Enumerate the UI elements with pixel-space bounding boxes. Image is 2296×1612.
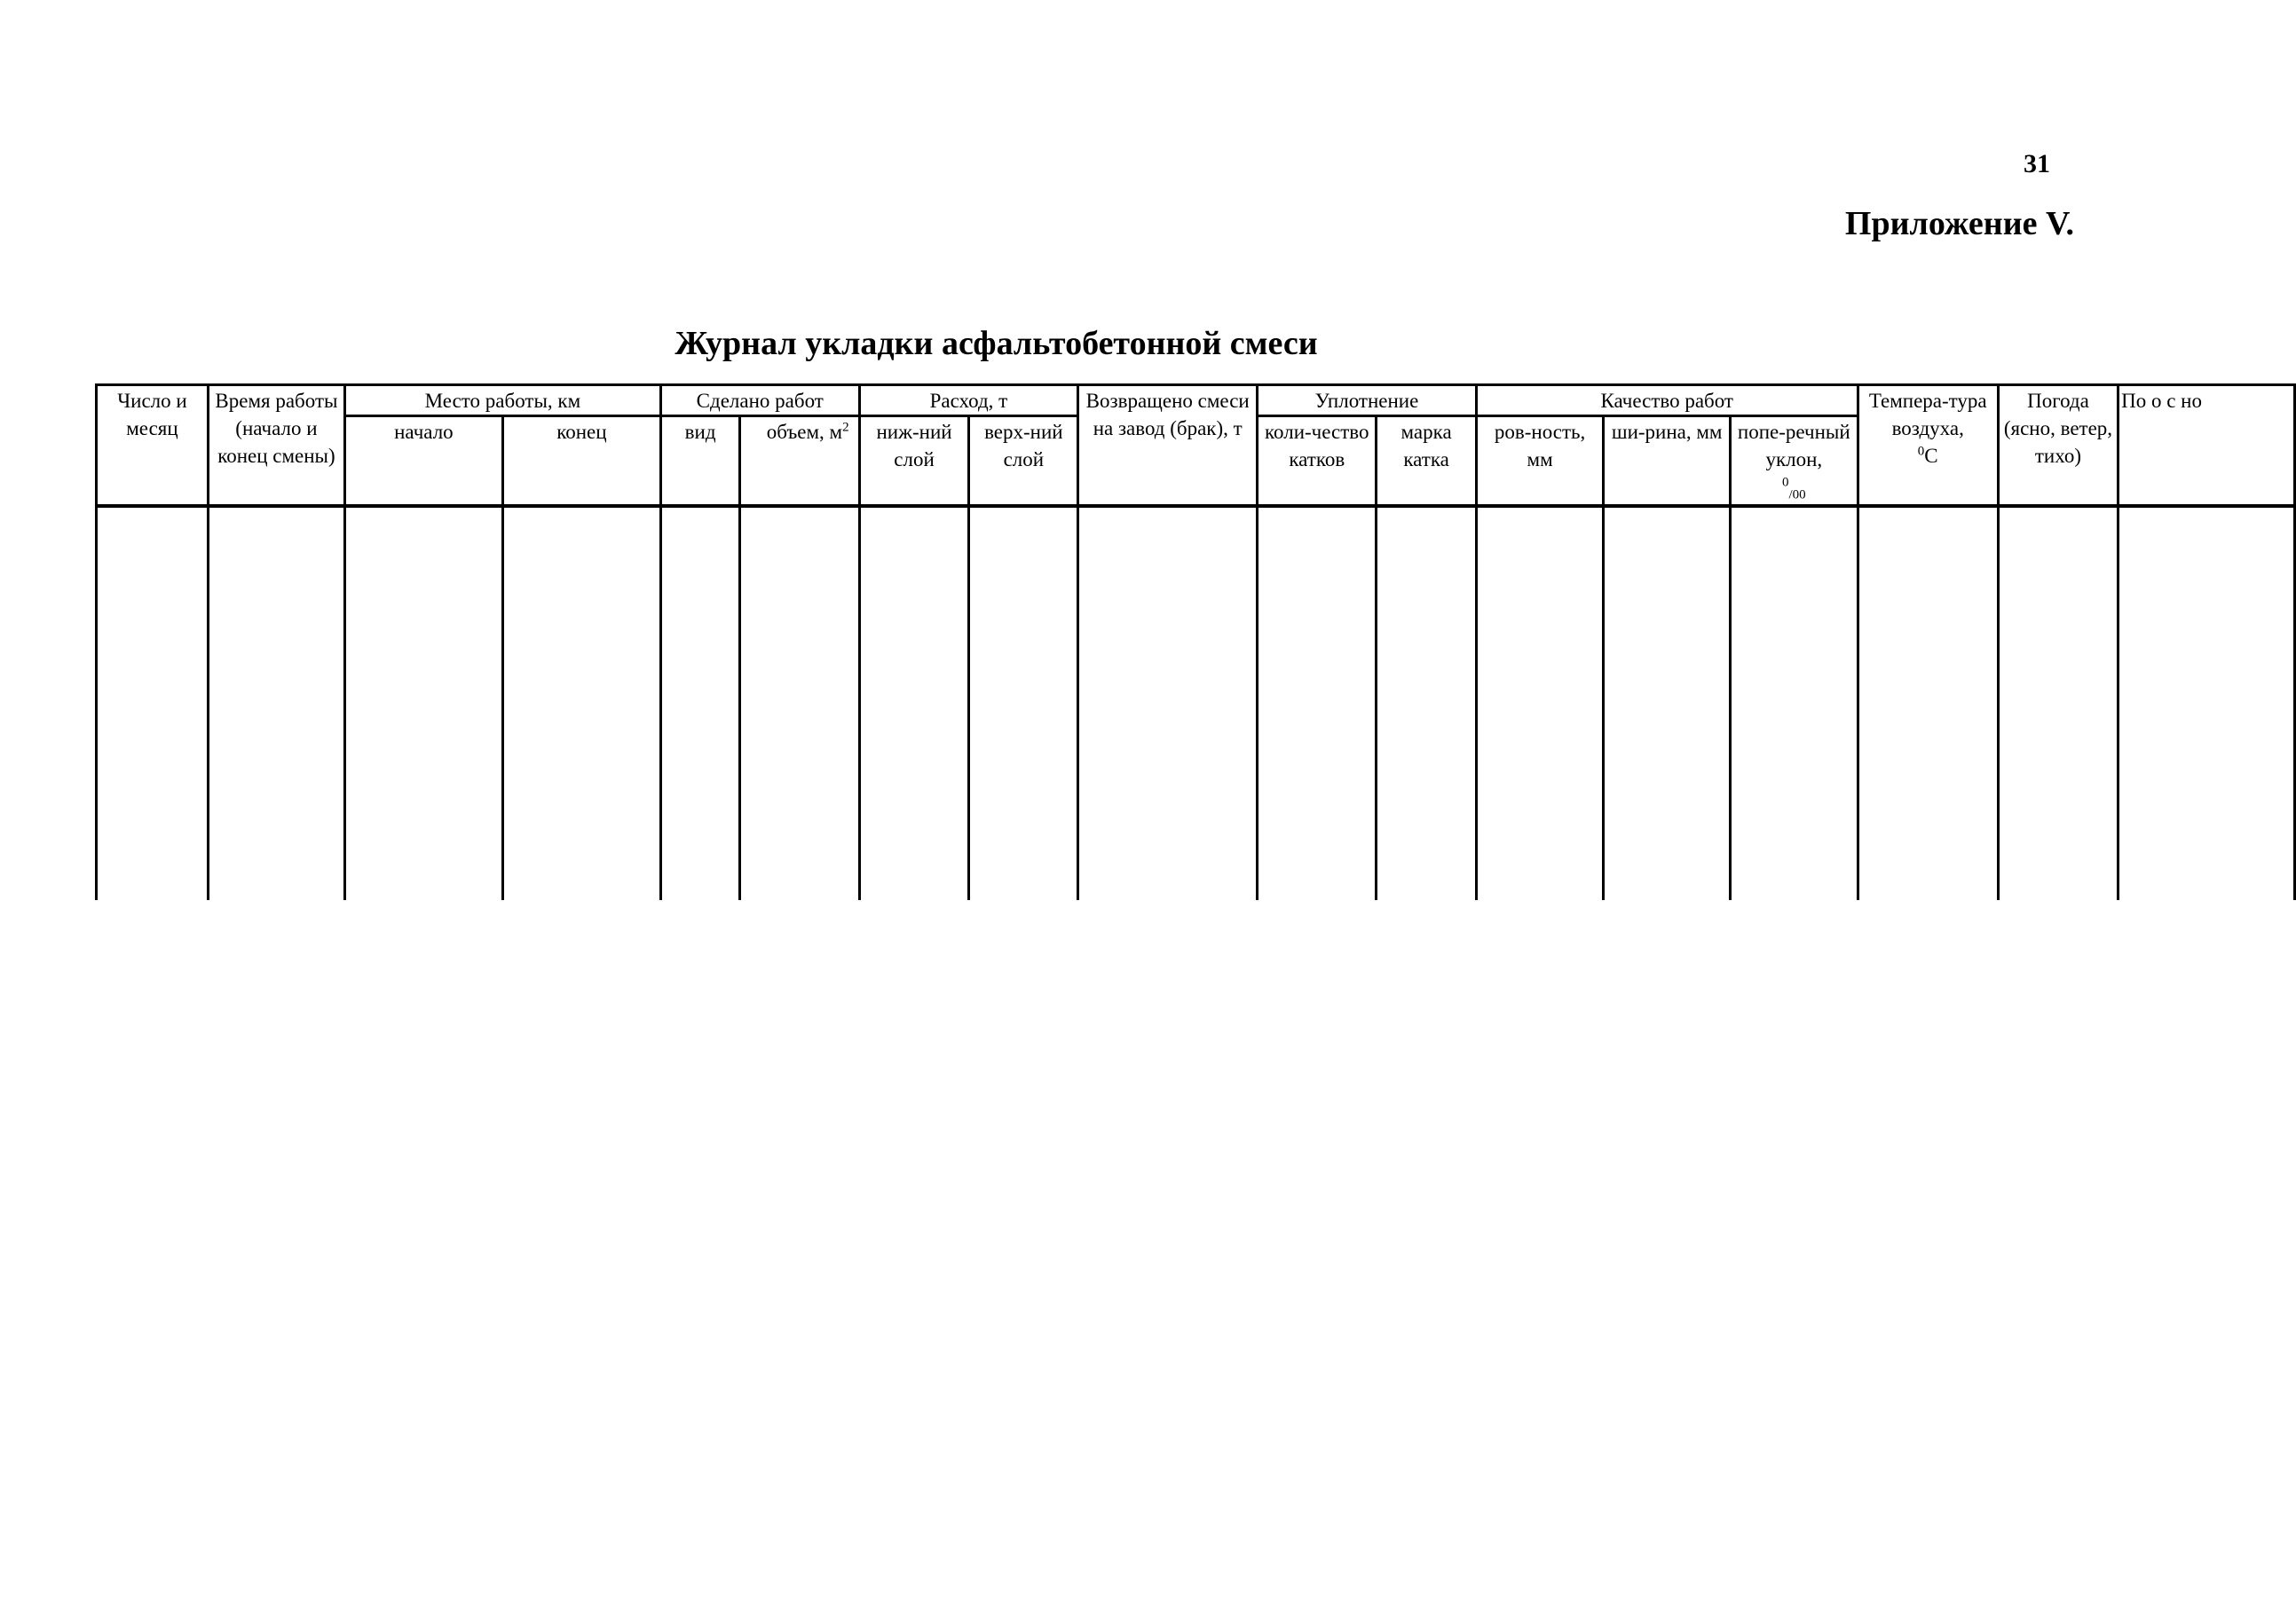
header-row-1 [97, 385, 2295, 416]
table-cell [502, 506, 660, 900]
table-cell [1476, 506, 1604, 900]
table-cell [208, 506, 344, 900]
table-cell [1998, 506, 2118, 900]
table-cell [97, 506, 209, 900]
table-cell [1377, 506, 1476, 900]
table-cell [1858, 506, 1998, 900]
table-cell [969, 506, 1078, 900]
header-compaction-brand: марка катка [1377, 416, 1476, 506]
volume-unit-sup: 2 [842, 420, 849, 435]
header-quality: Качество работ [1476, 385, 1858, 416]
header-compaction-count: коли-чество катков [1258, 416, 1377, 506]
temperature-unit-sup: 0 [1917, 444, 1925, 459]
header-quality-evenness: ров-ность, мм [1476, 416, 1604, 506]
header-returned: Возвращено смеси на завод (брак), т [1078, 385, 1258, 506]
header-usage-lower: ниж-ний слой [859, 416, 969, 506]
slope-unit-sub: /00 [1788, 487, 1806, 502]
table-cell [1730, 506, 1858, 900]
header-date: Число и месяц [97, 385, 209, 506]
header-done-type: вид [660, 416, 740, 506]
header-usage-upper: верх-ний слой [969, 416, 1078, 506]
table-cell [859, 506, 969, 900]
slope-label: попе-речный уклон, [1737, 421, 1850, 471]
table-row [97, 506, 2295, 900]
table-cell [1078, 506, 1258, 900]
temperature-unit: С [1924, 445, 1938, 468]
table-cell [660, 506, 740, 900]
header-weather: Погода (ясно, ветер, тихо) [1998, 385, 2118, 506]
header-compaction: Уплотнение [1258, 385, 1477, 416]
header-temperature [1858, 385, 1998, 506]
appendix-label: Приложение V. [1844, 205, 2074, 242]
header-last-partial: По о с но [2118, 385, 2295, 506]
header-quality-slope [1730, 416, 1858, 506]
table-cell [740, 506, 859, 900]
temperature-label: Темпера-тура воздуха, [1868, 390, 1987, 440]
slope-unit-sup: 0 [1781, 475, 1789, 490]
header-place-start: начало [344, 416, 502, 506]
table-cell [1258, 506, 1377, 900]
table-cell [2118, 506, 2295, 900]
table-cell [1604, 506, 1731, 900]
header-done-volume [740, 416, 859, 506]
header-quality-width: ши-рина, мм [1604, 416, 1731, 506]
journal-table [95, 383, 2296, 900]
header-place: Место работы, км [344, 385, 660, 416]
page-title: Журнал укладки асфальтобетонной смеси [675, 325, 1318, 362]
page-number: 31 [2024, 149, 2050, 178]
header-done: Сделано работ [660, 385, 859, 416]
volume-label: объем, м [766, 421, 843, 444]
header-place-end: конец [502, 416, 660, 506]
journal-table-wrap [95, 383, 2202, 925]
header-usage: Расход, т [859, 385, 1078, 416]
table-cell [344, 506, 502, 900]
header-time: Время работы (начало и конец смены) [208, 385, 344, 506]
